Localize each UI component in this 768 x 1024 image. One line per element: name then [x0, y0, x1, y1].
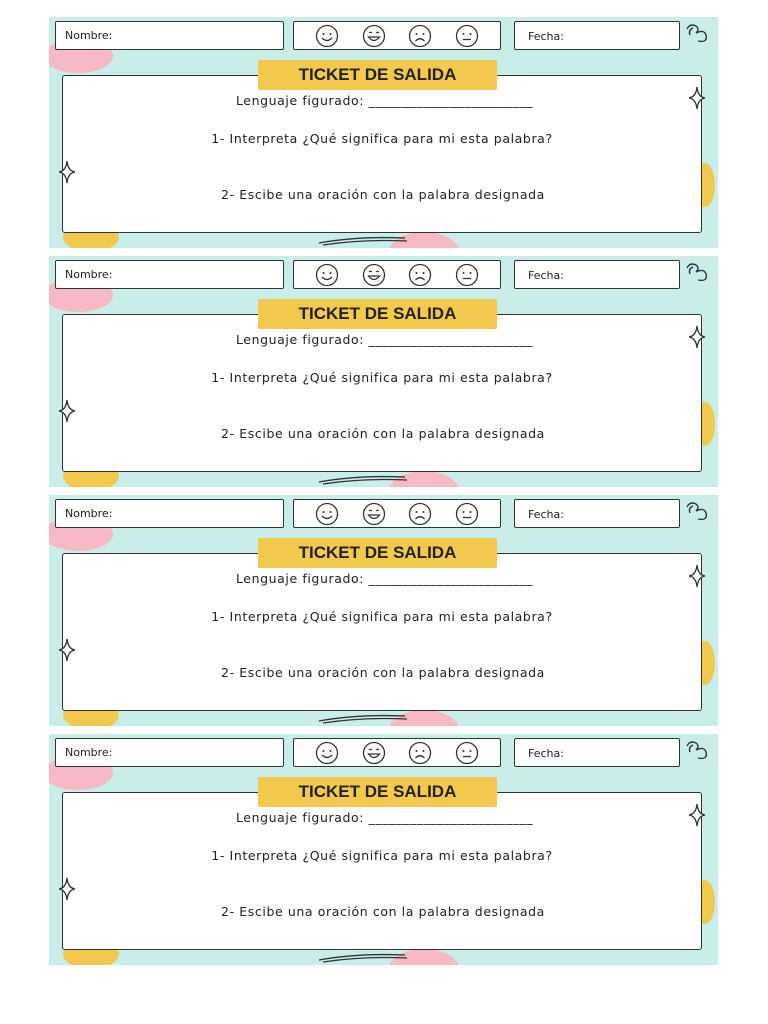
figurative-language-prompt: Lenguaje figurado: ________________________ — [235, 571, 534, 586]
mood-selector[interactable] — [293, 21, 501, 50]
sad-face-icon[interactable] — [405, 502, 435, 526]
sad-face-icon[interactable] — [405, 24, 435, 48]
squiggle-doodle-icon — [317, 951, 409, 963]
ticket-title: TICKET DE SALIDA — [258, 299, 497, 329]
squiggle-doodle-icon — [317, 234, 409, 246]
sparkle-icon — [688, 325, 706, 349]
grin-face-icon[interactable] — [359, 741, 389, 765]
question-2: 2- Escibe una oración con la palabra designada — [221, 904, 545, 919]
mood-selector[interactable] — [293, 499, 501, 528]
grin-face-icon[interactable] — [359, 263, 389, 287]
sparkle-icon — [58, 160, 76, 184]
question-2: 2- Escibe una oración con la palabra designada — [221, 187, 545, 202]
question-1: 1- Interpreta ¿Qué significa para mi esta palabra? — [211, 848, 553, 863]
grin-face-icon[interactable] — [359, 502, 389, 526]
figurative-language-prompt: Lenguaje figurado: ________________________ — [235, 332, 534, 347]
sparkle-icon — [58, 877, 76, 901]
name-label: Nombre: — [65, 507, 113, 520]
sparkle-icon — [58, 638, 76, 662]
question-1: 1- Interpreta ¿Qué significa para mi esta palabra? — [211, 131, 553, 146]
swirl-doodle-icon — [684, 738, 712, 764]
name-field[interactable] — [55, 260, 284, 289]
sparkle-icon — [688, 564, 706, 588]
smile-face-icon[interactable] — [312, 502, 342, 526]
ticket-card — [62, 314, 702, 472]
question-2: 2- Escibe una oración con la palabra designada — [221, 665, 545, 680]
question-1: 1- Interpreta ¿Qué significa para mi esta palabra? — [211, 370, 553, 385]
grin-face-icon[interactable] — [359, 24, 389, 48]
neutral-face-icon[interactable] — [452, 502, 482, 526]
date-field[interactable] — [514, 499, 680, 528]
ticket-card — [62, 792, 702, 950]
date-field[interactable] — [514, 260, 680, 289]
ticket-card — [62, 75, 702, 233]
name-label: Nombre: — [65, 746, 113, 759]
smile-face-icon[interactable] — [312, 24, 342, 48]
name-field[interactable] — [55, 499, 284, 528]
name-field[interactable] — [55, 21, 284, 50]
sparkle-icon — [688, 86, 706, 110]
exit-ticket-3 — [49, 495, 718, 726]
smile-face-icon[interactable] — [312, 263, 342, 287]
neutral-face-icon[interactable] — [452, 24, 482, 48]
swirl-doodle-icon — [684, 21, 712, 47]
name-field[interactable] — [55, 738, 284, 767]
ticket-card — [62, 553, 702, 711]
date-field[interactable] — [514, 738, 680, 767]
name-label: Nombre: — [65, 268, 113, 281]
mood-selector[interactable] — [293, 260, 501, 289]
date-label: Fecha: — [528, 508, 564, 521]
swirl-doodle-icon — [684, 260, 712, 286]
exit-ticket-1 — [49, 17, 718, 248]
date-label: Fecha: — [528, 30, 564, 43]
mood-selector[interactable] — [293, 738, 501, 767]
sad-face-icon[interactable] — [405, 741, 435, 765]
ticket-title: TICKET DE SALIDA — [258, 538, 497, 568]
squiggle-doodle-icon — [317, 473, 409, 485]
smile-face-icon[interactable] — [312, 741, 342, 765]
question-1: 1- Interpreta ¿Qué significa para mi esta palabra? — [211, 609, 553, 624]
swirl-doodle-icon — [684, 499, 712, 525]
neutral-face-icon[interactable] — [452, 263, 482, 287]
date-field[interactable] — [514, 21, 680, 50]
exit-ticket-2 — [49, 256, 718, 487]
figurative-language-prompt: Lenguaje figurado: ________________________ — [235, 93, 534, 108]
ticket-title: TICKET DE SALIDA — [258, 60, 497, 90]
sparkle-icon — [58, 399, 76, 423]
figurative-language-prompt: Lenguaje figurado: ________________________ — [235, 810, 534, 825]
ticket-title: TICKET DE SALIDA — [258, 777, 497, 807]
sparkle-icon — [688, 803, 706, 827]
date-label: Fecha: — [528, 747, 564, 760]
sad-face-icon[interactable] — [405, 263, 435, 287]
name-label: Nombre: — [65, 29, 113, 42]
exit-ticket-4 — [49, 734, 718, 965]
neutral-face-icon[interactable] — [452, 741, 482, 765]
date-label: Fecha: — [528, 269, 564, 282]
question-2: 2- Escibe una oración con la palabra designada — [221, 426, 545, 441]
squiggle-doodle-icon — [317, 712, 409, 724]
